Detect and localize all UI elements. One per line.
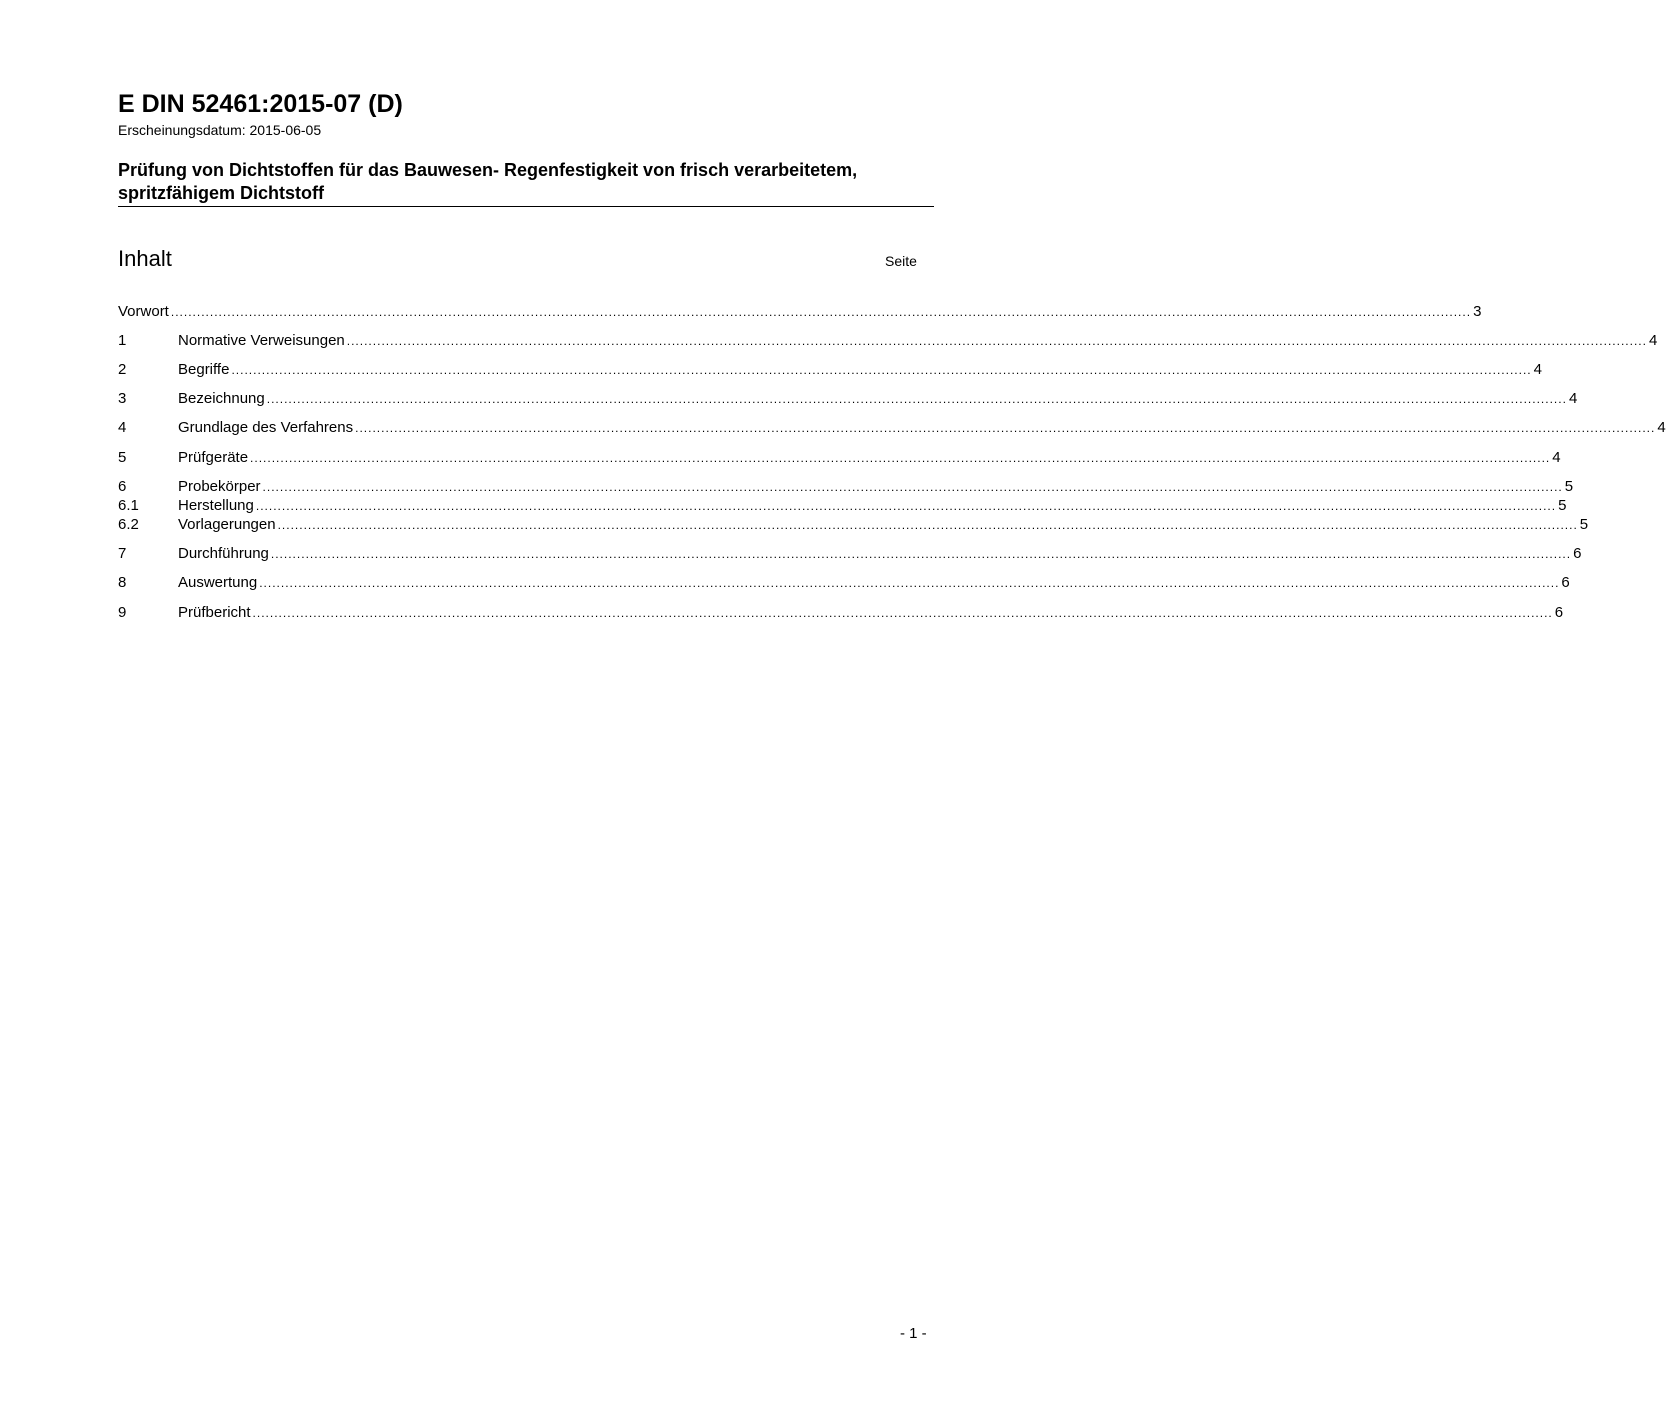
toc-leader-dots: ............................................................................................................................................................................................................................................................................................................ <box>259 576 1560 590</box>
toc-entry-number: 6.2 <box>118 516 139 533</box>
page-number: - 1 - <box>900 1325 927 1342</box>
toc-entry-label: Begriffe <box>178 361 230 378</box>
toc-entry-9[interactable] <box>118 603 1564 622</box>
toc-leader-dots: ............................................................................................................................................................................................................................................................................................................ <box>355 421 1656 435</box>
toc-entry-page: 6 <box>1554 604 1564 621</box>
toc-entry-label: Vorlagerungen <box>178 516 276 533</box>
toc-entry-4[interactable] <box>118 418 1666 437</box>
toc-entry-number: 6 <box>118 478 127 495</box>
toc-entry-page: 5 <box>1558 497 1567 514</box>
toc-entry-page: 4 <box>1533 361 1542 378</box>
table-of-contents <box>118 0 1666 700</box>
toc-entry-page: 4 <box>1568 390 1578 407</box>
toc-entry-6-1[interactable] <box>118 496 1567 515</box>
toc-entry-6[interactable] <box>118 477 1574 496</box>
toc-entry-8[interactable] <box>118 573 1570 592</box>
toc-page-column-label: Seite <box>885 253 917 269</box>
toc-entry-3[interactable] <box>118 389 1578 408</box>
toc-entry-1[interactable] <box>118 331 1658 350</box>
toc-entry-label: Durchführung <box>178 545 269 562</box>
toc-entry-page: 5 <box>1579 516 1589 533</box>
toc-entry-page: 5 <box>1564 478 1574 495</box>
toc-entry-label: Herstellung <box>178 497 254 514</box>
toc-leader-dots: ............................................................................................................................................................................................................................................................................................................ <box>262 480 1563 494</box>
toc-leader-dots: ............................................................................................................................................................................................................................................................................................................ <box>346 334 1647 348</box>
toc-entry-page: 6 <box>1573 545 1582 562</box>
toc-entry-label: Normative Verweisungen <box>178 332 345 349</box>
toc-entry-number: 7 <box>118 545 127 562</box>
document-id: E DIN 52461:2015-07 (D) <box>118 90 403 118</box>
toc-entry-label: Grundlage des Verfahrens <box>178 419 354 436</box>
toc-entry-number: 9 <box>118 604 127 621</box>
toc-leader-dots: ............................................................................................................................................................................................................................................................................................................ <box>252 606 1553 620</box>
toc-entry-number: 6.1 <box>118 497 139 514</box>
toc-entry-label: Bezeichnung <box>178 390 265 407</box>
toc-leader-dots: ............................................................................................................................................................................................................................................................................................................ <box>250 451 1551 465</box>
toc-leader-dots: ............................................................................................................................................................................................................................................................................................................ <box>270 547 1572 561</box>
publication-date: Erscheinungsdatum: 2015-06-05 <box>118 122 322 138</box>
toc-entry-page: 3 <box>1473 303 1482 320</box>
toc-leader-dots: ............................................................................................................................................................................................................................................................................................................ <box>255 499 1557 513</box>
toc-entry-number: 1 <box>118 332 127 349</box>
toc-entry-number: 4 <box>118 419 127 436</box>
toc-entry-label: Auswertung <box>178 574 258 591</box>
toc-heading: Inhalt <box>118 246 172 271</box>
toc-entry-page: 4 <box>1552 449 1561 466</box>
toc-entry-label: Prüfgeräte <box>178 449 249 466</box>
toc-entry-number: 5 <box>118 449 127 466</box>
toc-entry-number: 3 <box>118 390 127 407</box>
toc-entry-6-2[interactable] <box>118 515 1589 534</box>
toc-entry-page: 4 <box>1648 332 1658 349</box>
toc-entry-7[interactable] <box>118 544 1582 563</box>
toc-leader-dots: ............................................................................................................................................................................................................................................................................................................ <box>170 305 1472 319</box>
toc-leader-dots: ............................................................................................................................................................................................................................................................................................................ <box>266 392 1567 406</box>
toc-entry-number: 8 <box>118 574 127 591</box>
toc-entry-label: Prüfbericht <box>178 604 251 621</box>
document-title: Prüfung von Dichtstoffen für das Bauwesen- Regenfestigkeit von frisch verarbeitetem, spritzfähigem Dichtstoff <box>118 160 858 203</box>
toc-entry-label: Vorwort <box>118 303 169 320</box>
toc-entry-2[interactable] <box>118 360 1542 379</box>
toc-entry-page: 6 <box>1561 574 1570 591</box>
toc-leader-dots: ............................................................................................................................................................................................................................................................................................................ <box>231 363 1532 377</box>
toc-entry-vorwort[interactable] <box>118 302 1482 321</box>
toc-entry-label: Probekörper <box>178 478 261 495</box>
toc-entry-5[interactable] <box>118 448 1561 467</box>
toc-leader-dots: ............................................................................................................................................................................................................................................................................................................ <box>277 518 1578 532</box>
toc-entry-page: 4 <box>1657 419 1666 436</box>
toc-entry-number: 2 <box>118 361 127 378</box>
